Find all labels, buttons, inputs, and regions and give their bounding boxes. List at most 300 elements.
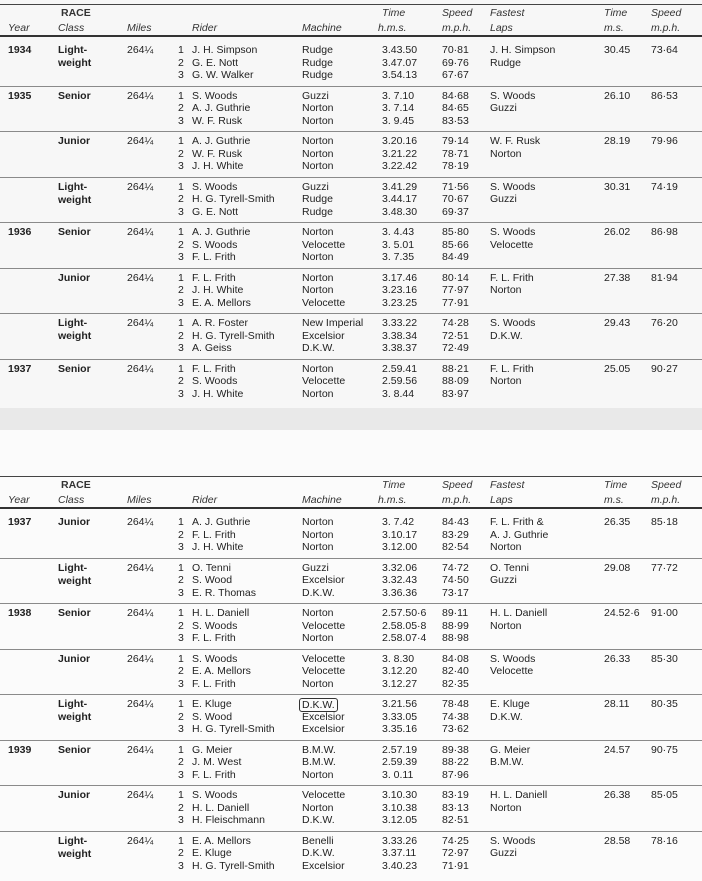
fastest-lap-rider: F. L. Frith bbox=[490, 271, 534, 284]
fastest-lap-time: 26.35 bbox=[604, 516, 631, 528]
race-time: 2.59.56 bbox=[382, 375, 418, 387]
race-speed: 83·19 bbox=[442, 789, 469, 801]
race-year: 1937 bbox=[8, 516, 32, 528]
finish-position: 2 bbox=[178, 619, 184, 632]
fastest-lap-rider: Norton bbox=[490, 541, 522, 553]
machine-name: Norton bbox=[302, 147, 334, 160]
race-class: weight bbox=[58, 330, 92, 342]
race-speed: 74·38 bbox=[442, 710, 469, 723]
fastest-lap-rider: G. Meier bbox=[490, 743, 531, 756]
header-machine: Machine bbox=[302, 22, 342, 34]
header-rider: Rider bbox=[192, 494, 218, 506]
race-time: 3.32.06 bbox=[382, 561, 418, 574]
rider-name: F. L. Frith bbox=[192, 677, 236, 690]
race-miles: 264¼ bbox=[127, 743, 154, 756]
race-class: Light- bbox=[58, 44, 88, 56]
fastest-lap-rider: H. L. Daniell bbox=[490, 607, 548, 619]
finish-position: 3 bbox=[178, 342, 184, 354]
header-bottom-rule bbox=[0, 507, 702, 509]
fastest-lap-time: 29.08 bbox=[604, 561, 631, 574]
finish-position: 3 bbox=[178, 768, 184, 781]
header-lap-time: Time bbox=[604, 479, 628, 491]
race-divider bbox=[0, 268, 702, 269]
fastest-lap-speed: 85·30 bbox=[651, 652, 678, 665]
race-class: Light- bbox=[58, 834, 88, 847]
race-class: Senior bbox=[58, 362, 91, 375]
finish-position: 3 bbox=[178, 160, 184, 172]
race-time: 3. 7.14 bbox=[382, 102, 415, 114]
machine-name: Velocette bbox=[302, 789, 346, 801]
race-speed: 71·91 bbox=[442, 859, 469, 872]
race-speed: 84·49 bbox=[442, 251, 469, 263]
race-speed: 79·14 bbox=[442, 135, 469, 147]
finish-position: 3 bbox=[178, 296, 184, 309]
header-race: RACE bbox=[61, 7, 91, 19]
fastest-lap-speed: 90·75 bbox=[651, 743, 678, 756]
fastest-lap-rider: S. Woods bbox=[490, 834, 536, 847]
fastest-lap-rider: Velocette bbox=[490, 238, 534, 251]
rider-name: A. J. Guthrie bbox=[192, 102, 251, 114]
fastest-lap-time: 26.02 bbox=[604, 226, 631, 238]
race-divider bbox=[0, 222, 702, 223]
race-miles: 264¼ bbox=[127, 652, 154, 665]
header-fastest-laps: Laps bbox=[490, 22, 513, 34]
race-time: 2.57.50·6 bbox=[382, 607, 427, 619]
fastest-lap-time: 28.58 bbox=[604, 834, 631, 847]
rider-name: J. M. West bbox=[192, 756, 242, 768]
machine-name: D.K.W. bbox=[302, 586, 335, 599]
race-speed: 87·96 bbox=[442, 768, 469, 781]
fastest-lap-rider: F. L. Frith & bbox=[490, 516, 544, 528]
fastest-lap-rider: D.K.W. bbox=[490, 329, 523, 342]
rider-name: W. F. Rusk bbox=[192, 114, 243, 127]
race-time: 3. 7.42 bbox=[382, 516, 415, 528]
fastest-lap-time: 24.52·6 bbox=[604, 607, 640, 619]
rider-name: S. Woods bbox=[192, 180, 238, 193]
race-speed: 74·72 bbox=[442, 561, 469, 574]
race-time: 3.20.16 bbox=[382, 135, 418, 147]
rider-name: A. Geiss bbox=[192, 342, 232, 354]
race-time: 3. 5.01 bbox=[382, 238, 415, 251]
rider-name: F. L. Frith bbox=[192, 528, 236, 541]
fastest-lap-speed: 81·94 bbox=[651, 271, 678, 284]
race-time: 3.10.30 bbox=[382, 789, 418, 801]
race-speed: 88·21 bbox=[442, 362, 469, 375]
header-fastest: Fastest bbox=[490, 479, 525, 491]
machine-name: Excelsior bbox=[302, 710, 345, 723]
rider-name: F. L. Frith bbox=[192, 251, 236, 263]
finish-position: 2 bbox=[178, 56, 184, 69]
fastest-lap-rider: Norton bbox=[490, 619, 522, 632]
header-race: RACE bbox=[61, 479, 91, 491]
machine-name: Norton bbox=[302, 677, 334, 690]
race-time: 3.35.16 bbox=[382, 723, 418, 735]
finish-position: 3 bbox=[178, 632, 184, 644]
machine-name: Rudge bbox=[302, 205, 333, 218]
machine-name: Velocette bbox=[302, 665, 346, 677]
finish-position: 3 bbox=[178, 859, 184, 872]
race-speed: 84·65 bbox=[442, 102, 469, 114]
finish-position: 2 bbox=[178, 801, 184, 814]
rider-name: A. J. Guthrie bbox=[192, 226, 251, 238]
fastest-lap-rider: Guzzi bbox=[490, 847, 517, 859]
rider-name: A. R. Foster bbox=[192, 317, 249, 329]
rider-name: E. A. Mellors bbox=[192, 665, 251, 677]
finish-position: 2 bbox=[178, 756, 184, 768]
race-time: 3.54.13 bbox=[382, 69, 418, 81]
machine-name: Velocette bbox=[302, 375, 346, 387]
rider-name: J. H. White bbox=[192, 387, 244, 400]
race-speed: 72·49 bbox=[442, 342, 469, 354]
machine-name: Benelli bbox=[302, 834, 334, 847]
header-year: Year bbox=[8, 22, 30, 34]
race-speed: 82·54 bbox=[442, 541, 469, 553]
rider-name: H. G. Tyrell-Smith bbox=[192, 329, 275, 342]
race-speed: 78·48 bbox=[442, 698, 469, 710]
finish-position: 1 bbox=[178, 607, 184, 619]
race-class: Junior bbox=[58, 789, 91, 801]
fastest-lap-speed: 76·20 bbox=[651, 317, 678, 329]
header-time: Time bbox=[382, 7, 406, 19]
rider-name: J. H. White bbox=[192, 541, 244, 553]
race-speed: 84·08 bbox=[442, 652, 469, 665]
header-lap-time: Time bbox=[604, 7, 628, 19]
race-miles: 264¼ bbox=[127, 44, 154, 56]
header-time-unit: h.m.s. bbox=[378, 22, 407, 34]
page-gap bbox=[0, 408, 702, 430]
machine-name: B.M.W. bbox=[302, 756, 336, 768]
machine-name: Norton bbox=[302, 768, 334, 781]
machine-name: Guzzi bbox=[302, 561, 329, 574]
race-speed: 70·67 bbox=[442, 193, 469, 205]
rider-name: S. Wood bbox=[192, 710, 233, 723]
fastest-lap-time: 26.33 bbox=[604, 652, 631, 665]
machine-name: Norton bbox=[302, 387, 334, 400]
race-miles: 264¼ bbox=[127, 834, 154, 847]
finish-position: 1 bbox=[178, 362, 184, 375]
race-time: 3. 9.45 bbox=[382, 114, 415, 127]
finish-position: 3 bbox=[178, 814, 184, 826]
race-speed: 82·35 bbox=[442, 677, 469, 690]
race-speed: 67·67 bbox=[442, 69, 469, 81]
rider-name: E. A. Mellors bbox=[192, 834, 251, 847]
header-speed-unit: m.p.h. bbox=[442, 22, 472, 34]
fastest-lap-speed: 79·96 bbox=[651, 135, 678, 147]
rider-name: G. E. Nott bbox=[192, 56, 239, 69]
rider-name: W. F. Rusk bbox=[192, 147, 243, 160]
header-fastest-laps: Laps bbox=[490, 494, 513, 506]
fastest-lap-rider: S. Woods bbox=[490, 89, 536, 102]
fastest-lap-speed: 86·98 bbox=[651, 226, 678, 238]
finish-position: 1 bbox=[178, 516, 184, 528]
race-speed: 78·19 bbox=[442, 160, 469, 172]
race-speed: 77·97 bbox=[442, 284, 469, 296]
machine-name: Norton bbox=[302, 607, 334, 619]
machine-name: Norton bbox=[302, 362, 334, 375]
race-time: 3. 8.44 bbox=[382, 387, 415, 400]
header-class: Class bbox=[58, 22, 85, 34]
machine-name: Norton bbox=[302, 102, 334, 114]
race-class: Junior bbox=[58, 516, 91, 528]
finish-position: 2 bbox=[178, 329, 184, 342]
fastest-lap-rider: H. L. Daniell bbox=[490, 789, 548, 801]
race-speed: 84·68 bbox=[442, 89, 469, 102]
machine-name: Excelsior bbox=[302, 329, 345, 342]
race-time: 3.22.42 bbox=[382, 160, 418, 172]
race-divider bbox=[0, 558, 702, 559]
race-miles: 264¼ bbox=[127, 226, 154, 238]
fastest-lap-rider: Velocette bbox=[490, 665, 534, 677]
finish-position: 2 bbox=[178, 375, 184, 387]
header-miles: Miles bbox=[127, 494, 152, 506]
machine-name: D.K.W. bbox=[299, 698, 338, 712]
finish-position: 1 bbox=[178, 652, 184, 665]
race-speed: 85·80 bbox=[442, 226, 469, 238]
rider-name: S. Woods bbox=[192, 375, 238, 387]
finish-position: 3 bbox=[178, 387, 184, 400]
race-miles: 264¼ bbox=[127, 317, 154, 329]
race-divider bbox=[0, 131, 702, 132]
fastest-lap-rider: Guzzi bbox=[490, 102, 517, 114]
finish-position: 2 bbox=[178, 847, 184, 859]
rider-name: S. Woods bbox=[192, 238, 238, 251]
race-speed: 74·25 bbox=[442, 834, 469, 847]
race-class: Senior bbox=[58, 607, 91, 619]
race-time: 3.10.38 bbox=[382, 801, 418, 814]
finish-position: 1 bbox=[178, 317, 184, 329]
results-table-top bbox=[0, 0, 702, 408]
race-speed: 89·11 bbox=[442, 607, 469, 619]
fastest-lap-time: 28.11 bbox=[604, 698, 630, 710]
rider-name: H. G. Tyrell-Smith bbox=[192, 859, 275, 872]
machine-name: Rudge bbox=[302, 193, 333, 205]
machine-name: Excelsior bbox=[302, 574, 345, 586]
header-time-unit: h.m.s. bbox=[378, 494, 407, 506]
fastest-lap-rider: D.K.W. bbox=[490, 710, 523, 723]
fastest-lap-rider: Norton bbox=[490, 375, 522, 387]
finish-position: 1 bbox=[178, 561, 184, 574]
header-lap-time-unit: m.s. bbox=[604, 22, 624, 34]
finish-position: 3 bbox=[178, 541, 184, 553]
header-speed-unit: m.p.h. bbox=[442, 494, 472, 506]
header-lap-speed-unit: m.p.h. bbox=[651, 494, 681, 506]
race-speed: 83·13 bbox=[442, 801, 469, 814]
race-divider bbox=[0, 313, 702, 314]
race-time: 2.59.39 bbox=[382, 756, 418, 768]
machine-name: Norton bbox=[302, 541, 334, 553]
machine-name: Excelsior bbox=[302, 859, 345, 872]
machine-name: Norton bbox=[302, 226, 334, 238]
machine-name: Norton bbox=[302, 801, 334, 814]
rider-name: S. Woods bbox=[192, 89, 238, 102]
race-time: 3. 7.10 bbox=[382, 89, 415, 102]
race-year: 1935 bbox=[8, 89, 32, 102]
finish-position: 3 bbox=[178, 69, 184, 81]
race-speed: 80·14 bbox=[442, 271, 469, 284]
fastest-lap-speed: 85·18 bbox=[651, 516, 678, 528]
race-divider bbox=[0, 831, 702, 832]
machine-name: Norton bbox=[302, 632, 334, 644]
race-class: Light- bbox=[58, 180, 88, 193]
finish-position: 1 bbox=[178, 135, 184, 147]
machine-name: Rudge bbox=[302, 69, 333, 81]
machine-name: Norton bbox=[302, 284, 334, 296]
rider-name: G. Meier bbox=[192, 743, 233, 756]
fastest-lap-speed: 80·35 bbox=[651, 698, 678, 710]
fastest-lap-rider: S. Woods bbox=[490, 652, 536, 665]
race-divider bbox=[0, 649, 702, 650]
race-year: 1936 bbox=[8, 226, 32, 238]
fastest-lap-speed: 91·00 bbox=[651, 607, 678, 619]
header-fastest: Fastest bbox=[490, 7, 525, 19]
race-divider bbox=[0, 740, 702, 741]
rider-name: E. R. Thomas bbox=[192, 586, 256, 599]
fastest-lap-rider: W. F. Rusk bbox=[490, 135, 541, 147]
finish-position: 2 bbox=[178, 574, 184, 586]
race-divider bbox=[0, 177, 702, 178]
header-lap-speed-unit: m.p.h. bbox=[651, 22, 681, 34]
finish-position: 3 bbox=[178, 677, 184, 690]
finish-position: 2 bbox=[178, 284, 184, 296]
race-miles: 264¼ bbox=[127, 89, 154, 102]
machine-name: Velocette bbox=[302, 619, 346, 632]
race-speed: 72·51 bbox=[442, 329, 469, 342]
race-miles: 264¼ bbox=[127, 180, 154, 193]
race-class: Junior bbox=[58, 135, 91, 147]
race-speed: 82·51 bbox=[442, 814, 469, 826]
race-divider bbox=[0, 86, 702, 87]
finish-position: 1 bbox=[178, 180, 184, 193]
race-miles: 264¼ bbox=[127, 698, 154, 710]
race-speed: 83·97 bbox=[442, 387, 469, 400]
fastest-lap-rider: O. Tenni bbox=[490, 561, 529, 574]
machine-name: Guzzi bbox=[302, 180, 329, 193]
machine-name: Excelsior bbox=[302, 723, 345, 735]
race-time: 3.40.23 bbox=[382, 859, 418, 872]
finish-position: 1 bbox=[178, 226, 184, 238]
race-speed: 88·22 bbox=[442, 756, 469, 768]
finish-position: 3 bbox=[178, 586, 184, 599]
fastest-lap-rider: A. J. Guthrie bbox=[490, 528, 549, 541]
race-time: 3.38.34 bbox=[382, 329, 418, 342]
fastest-lap-speed: 73·64 bbox=[651, 44, 678, 56]
fastest-lap-time: 27.38 bbox=[604, 271, 631, 284]
rider-name: F. L. Frith bbox=[192, 768, 236, 781]
machine-name: D.K.W. bbox=[302, 342, 335, 354]
rider-name: J. H. Simpson bbox=[192, 44, 258, 56]
rider-name: E. A. Mellors bbox=[192, 296, 251, 309]
race-speed: 73·62 bbox=[442, 723, 469, 735]
race-divider bbox=[0, 694, 702, 695]
header-top-rule bbox=[0, 476, 702, 477]
rider-name: H. L. Daniell bbox=[192, 801, 250, 814]
fastest-lap-rider: Rudge bbox=[490, 56, 521, 69]
finish-position: 1 bbox=[178, 789, 184, 801]
race-miles: 264¼ bbox=[127, 607, 154, 619]
fastest-lap-speed: 78·16 bbox=[651, 834, 678, 847]
race-time: 2.59.41 bbox=[382, 362, 418, 375]
header-lap-speed: Speed bbox=[651, 479, 682, 491]
machine-name: D.K.W. bbox=[302, 814, 335, 826]
rider-name: S. Wood bbox=[192, 574, 233, 586]
race-speed: 69·76 bbox=[442, 56, 469, 69]
race-class: Senior bbox=[58, 226, 91, 238]
fastest-lap-time: 29.43 bbox=[604, 317, 631, 329]
race-time: 2.57.19 bbox=[382, 743, 418, 756]
fastest-lap-speed: 77·72 bbox=[651, 561, 678, 574]
race-time: 3.44.17 bbox=[382, 193, 418, 205]
race-time: 3.21.56 bbox=[382, 698, 418, 710]
finish-position: 1 bbox=[178, 743, 184, 756]
race-speed: 85·66 bbox=[442, 238, 469, 251]
rider-name: S. Woods bbox=[192, 652, 238, 665]
fastest-lap-rider: S. Woods bbox=[490, 180, 536, 193]
finish-position: 1 bbox=[178, 271, 184, 284]
header-speed: Speed bbox=[442, 479, 473, 491]
finish-position: 2 bbox=[178, 710, 184, 723]
race-miles: 264¼ bbox=[127, 789, 154, 801]
race-class: Light- bbox=[58, 561, 88, 574]
finish-position: 1 bbox=[178, 834, 184, 847]
header-speed: Speed bbox=[442, 7, 473, 19]
race-miles: 264¼ bbox=[127, 516, 154, 528]
header-top-rule bbox=[0, 4, 702, 5]
race-time: 2.58.05·8 bbox=[382, 619, 427, 632]
rider-name: H. G. Tyrell-Smith bbox=[192, 723, 275, 735]
rider-name: E. Kluge bbox=[192, 847, 232, 859]
fastest-lap-rider: E. Kluge bbox=[490, 698, 530, 710]
fastest-lap-rider: S. Woods bbox=[490, 226, 536, 238]
rider-name: E. Kluge bbox=[192, 698, 232, 710]
race-time: 3. 7.35 bbox=[382, 251, 415, 263]
race-time: 3. 8.30 bbox=[382, 652, 415, 665]
finish-position: 1 bbox=[178, 89, 184, 102]
race-miles: 264¼ bbox=[127, 271, 154, 284]
finish-position: 1 bbox=[178, 44, 184, 56]
machine-name: Rudge bbox=[302, 56, 333, 69]
fastest-lap-speed: 74·19 bbox=[651, 180, 678, 193]
machine-name: Norton bbox=[302, 528, 334, 541]
fastest-lap-speed: 90·27 bbox=[651, 362, 678, 375]
rider-name: A. J. Guthrie bbox=[192, 135, 251, 147]
race-class: Junior bbox=[58, 652, 91, 665]
race-class: weight bbox=[58, 711, 92, 723]
machine-name: Norton bbox=[302, 135, 334, 147]
finish-position: 2 bbox=[178, 665, 184, 677]
fastest-lap-rider: Norton bbox=[490, 147, 522, 160]
race-class: Senior bbox=[58, 89, 91, 102]
race-divider bbox=[0, 785, 702, 786]
race-time: 3.21.22 bbox=[382, 147, 418, 160]
race-speed: 72·97 bbox=[442, 847, 469, 859]
rider-name: F. L. Frith bbox=[192, 271, 236, 284]
race-time: 3.47.07 bbox=[382, 56, 418, 69]
race-class: Light- bbox=[58, 317, 88, 329]
machine-name: Norton bbox=[302, 160, 334, 172]
header-lap-time-unit: m.s. bbox=[604, 494, 624, 506]
rider-name: O. Tenni bbox=[192, 561, 231, 574]
machine-name: Norton bbox=[302, 251, 334, 263]
race-time: 3.23.25 bbox=[382, 296, 418, 309]
fastest-lap-time: 28.19 bbox=[604, 135, 631, 147]
fastest-lap-time: 30.31 bbox=[604, 180, 631, 193]
machine-name: B.M.W. bbox=[302, 743, 336, 756]
machine-name: Guzzi bbox=[302, 89, 329, 102]
race-time: 3.12.27 bbox=[382, 677, 418, 690]
fastest-lap-rider: J. H. Simpson bbox=[490, 44, 556, 56]
finish-position: 3 bbox=[178, 723, 184, 735]
machine-name: Velocette bbox=[302, 652, 346, 665]
